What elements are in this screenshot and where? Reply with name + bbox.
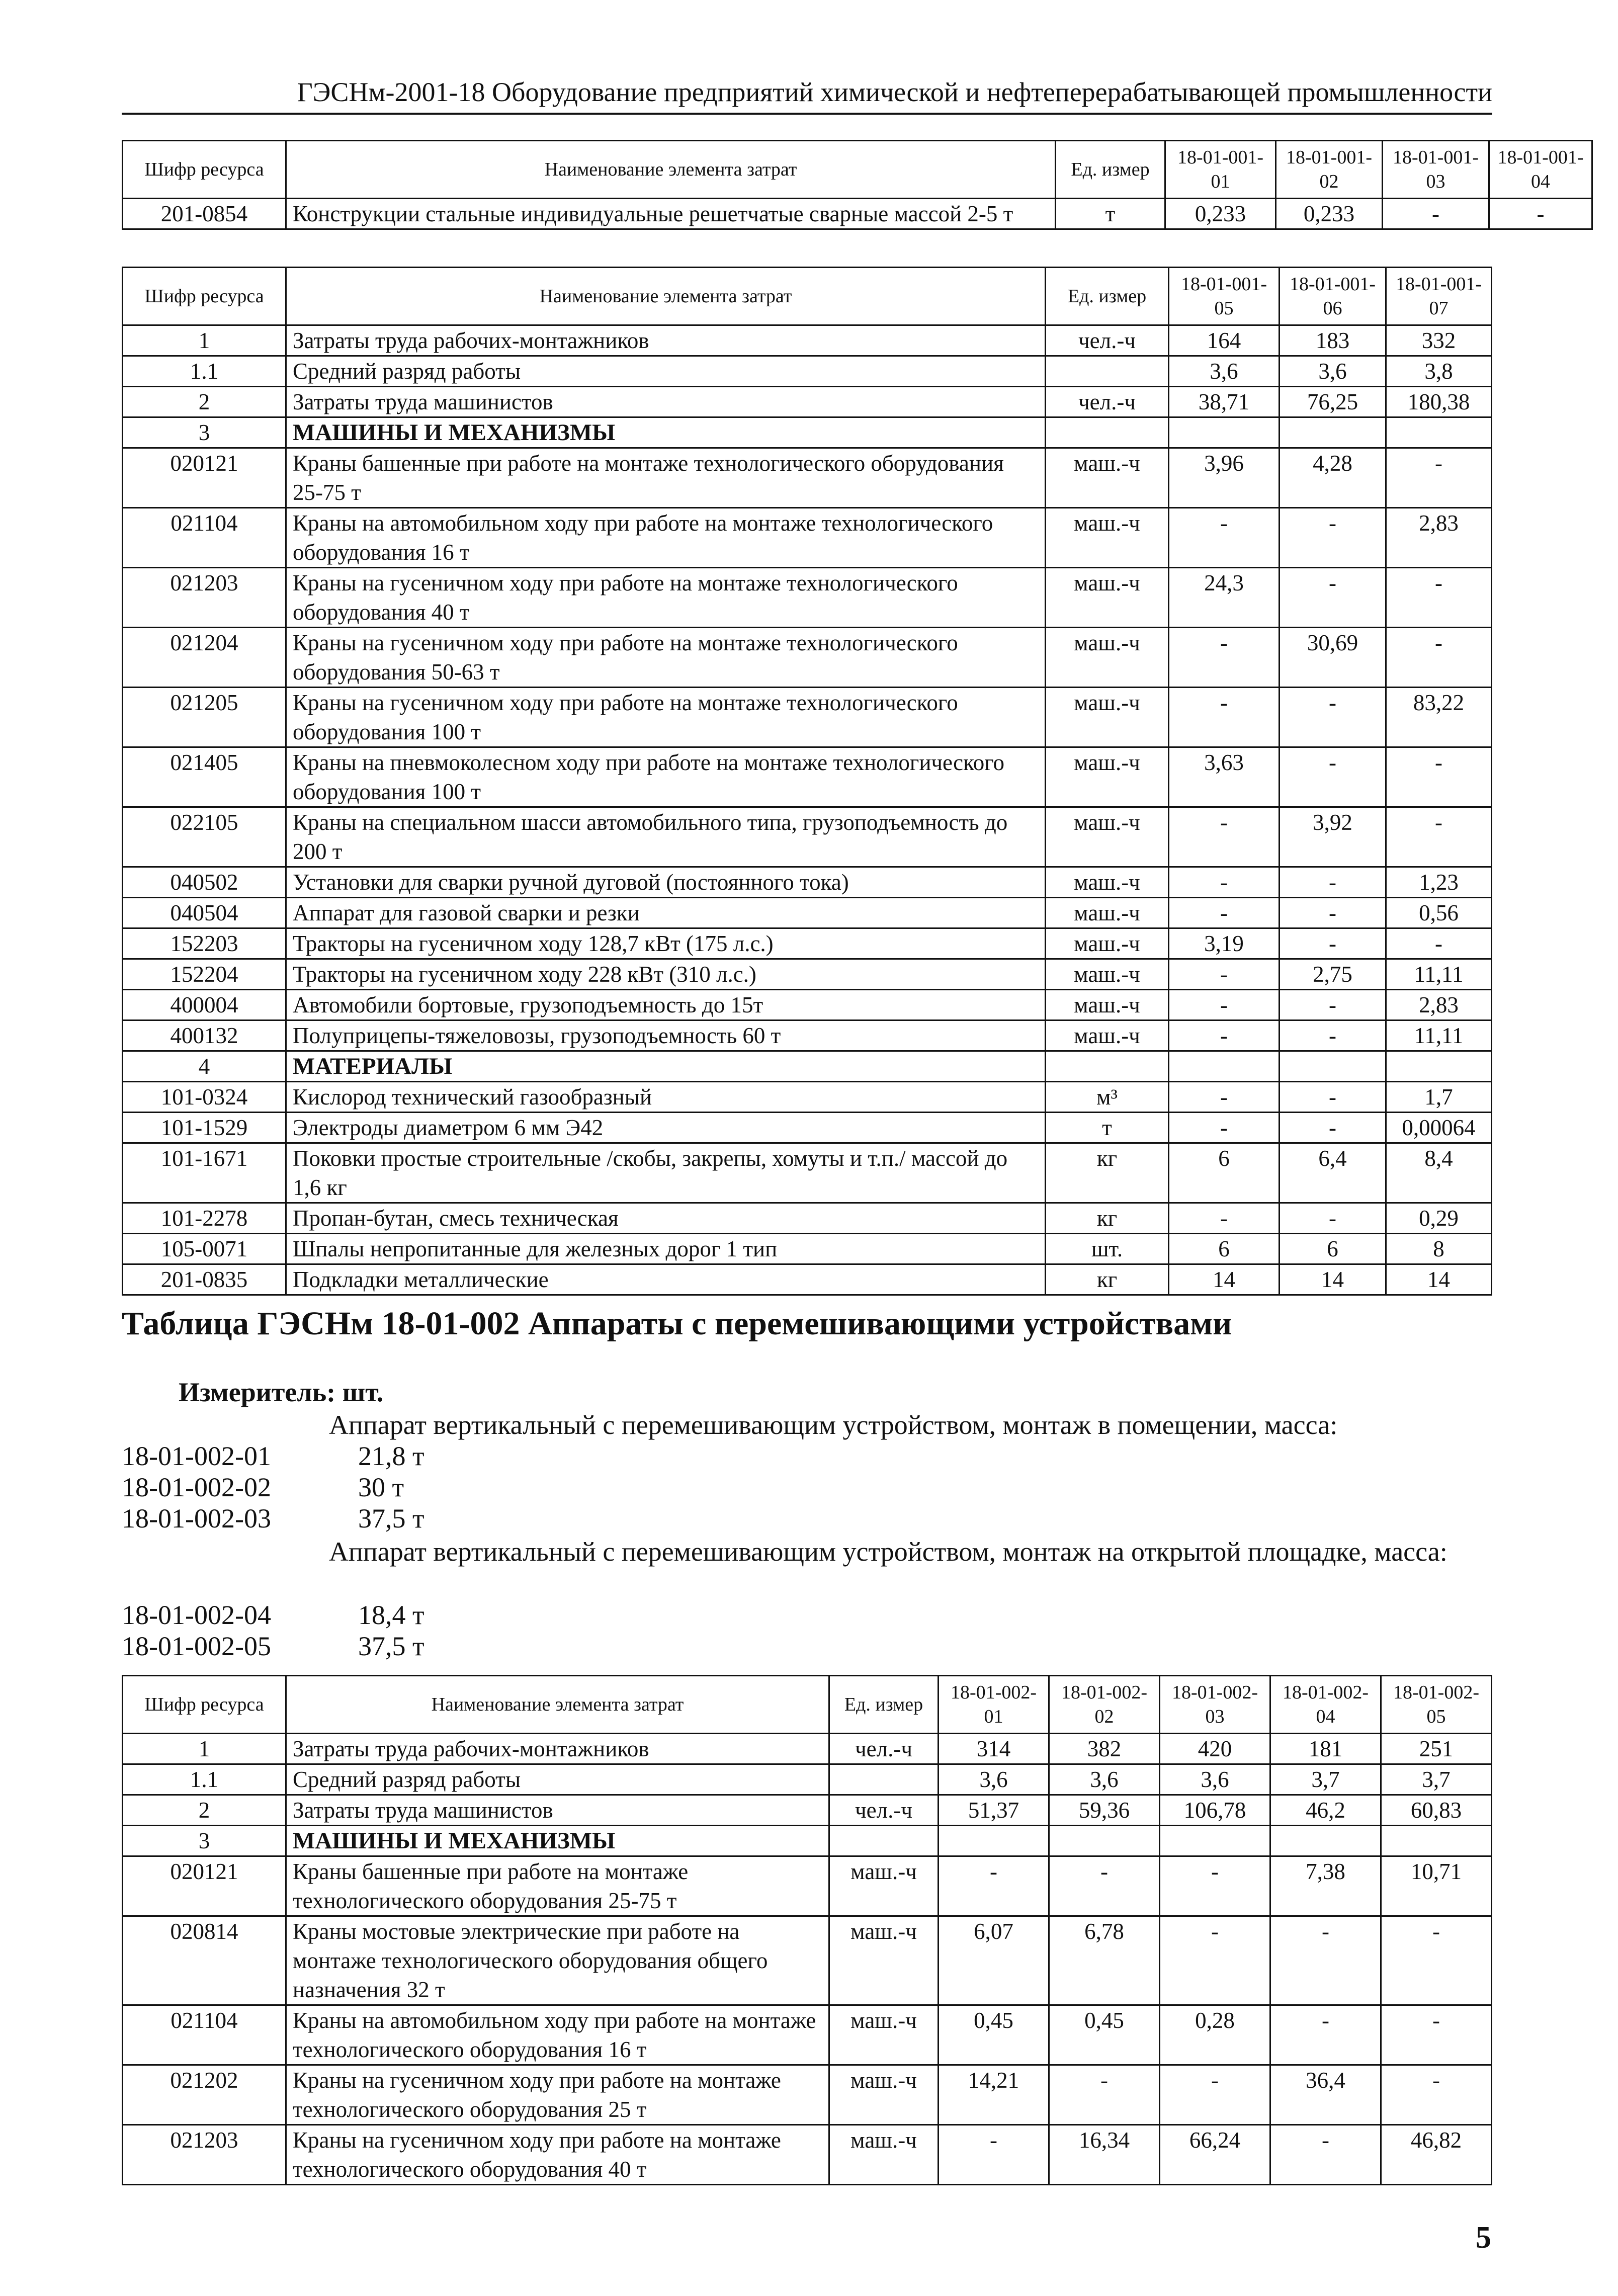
table-row: [123, 959, 1492, 990]
unit-cell: маш.-ч: [1046, 807, 1169, 867]
value-cell: -: [1280, 990, 1386, 1021]
table-row: [123, 807, 1492, 867]
resource-code: 3: [123, 417, 286, 448]
value-cell: 164: [1169, 325, 1280, 356]
value-cell: 3,8: [1386, 356, 1492, 387]
value-cell: 11,11: [1386, 1021, 1492, 1051]
value-cell: 16,34: [1049, 2125, 1160, 2185]
resource-name: Подкладки металлические: [286, 1264, 1046, 1295]
table-row: [123, 867, 1492, 898]
resource-code: 021203: [123, 568, 286, 628]
column-header: Наименование элемента затрат: [286, 1676, 829, 1734]
resource-code: 021204: [123, 628, 286, 688]
value-cell: -: [1270, 2125, 1381, 2185]
resource-code: 3: [123, 1826, 286, 1856]
table-row: [123, 1916, 1492, 2005]
column-header: Шифр ресурса: [123, 141, 286, 199]
value-cell: 0,56: [1386, 898, 1492, 928]
group-description: Аппарат вертикальный с перемешивающим устройством, монтаж на открытой площадке, масса:: [329, 1537, 1447, 1567]
value-cell: -: [1280, 747, 1386, 807]
unit-cell: кг: [1046, 1143, 1169, 1203]
resource-code: 020121: [123, 1856, 286, 1916]
table-row: [123, 1143, 1492, 1203]
unit-cell: маш.-ч: [1046, 867, 1169, 898]
value-cell: 8,4: [1386, 1143, 1492, 1203]
resource-name: Полуприцепы-тяжеловозы, грузоподъемность 60 т: [286, 1021, 1046, 1051]
unit-cell: маш.-ч: [1046, 508, 1169, 568]
resource-name: Пропан-бутан, смесь техническая: [286, 1203, 1046, 1234]
value-cell: 1,7: [1386, 1082, 1492, 1113]
value-cell: 6: [1280, 1234, 1386, 1264]
value-cell: 36,4: [1270, 2065, 1381, 2125]
norm-mass: 21,8 т: [358, 1441, 424, 1471]
unit-cell: м³: [1046, 1082, 1169, 1113]
value-cell: -: [1386, 928, 1492, 959]
resource-code: 201-0854: [123, 199, 286, 229]
value-cell: 420: [1160, 1734, 1270, 1764]
resource-code: 040504: [123, 898, 286, 928]
section-row: [123, 1051, 1492, 1082]
norm-mass: 18,4 т: [358, 1600, 424, 1630]
column-header: Наименование элемента затрат: [286, 141, 1056, 199]
table-row: [123, 199, 1592, 229]
value-cell: -: [1169, 990, 1280, 1021]
value-cell: -: [1169, 1021, 1280, 1051]
norm-code: 18-01-002-02: [122, 1472, 271, 1502]
value-cell: 180,38: [1386, 387, 1492, 417]
resource-name: Средний разряд работы: [286, 1764, 829, 1795]
unit-cell: маш.-ч: [1046, 959, 1169, 990]
unit-cell: маш.-ч: [829, 1856, 939, 1916]
resource-code: 4: [123, 1051, 286, 1082]
value-cell: [1169, 1051, 1280, 1082]
value-cell: 314: [939, 1734, 1049, 1764]
unit-cell: маш.-ч: [1046, 688, 1169, 747]
value-cell: 3,7: [1270, 1764, 1381, 1795]
value-cell: 8: [1386, 1234, 1492, 1264]
value-cell: [1160, 1826, 1270, 1856]
table-title: Таблица ГЭСНм 18-01-002 Аппараты с перемешивающими устройствами: [122, 1305, 1232, 1342]
value-cell: 3,92: [1280, 807, 1386, 867]
resource-name: Аппарат для газовой сварки и резки: [286, 898, 1046, 928]
resource-code: 101-0324: [123, 1082, 286, 1113]
value-cell: -: [1386, 628, 1492, 688]
table-row: [123, 1264, 1492, 1295]
resource-code: 021202: [123, 2065, 286, 2125]
resource-code: 152203: [123, 928, 286, 959]
value-cell: -: [1169, 628, 1280, 688]
norm-code: 18-01-002-01: [122, 1441, 271, 1471]
value-cell: -: [1169, 1082, 1280, 1113]
norm-mass: 30 т: [358, 1472, 404, 1502]
group-description: Аппарат вертикальный с перемешивающим устройством, монтаж в помещении, масса:: [329, 1410, 1338, 1440]
table-row: [123, 688, 1492, 747]
value-cell: -: [1280, 1021, 1386, 1051]
value-cell: 0,45: [939, 2005, 1049, 2065]
table-row: [123, 1021, 1492, 1051]
column-header: Шифр ресурса: [123, 268, 286, 325]
value-cell: -: [1386, 747, 1492, 807]
value-cell: 14: [1280, 1264, 1386, 1295]
value-cell: 46,2: [1270, 1795, 1381, 1826]
value-cell: [1386, 1051, 1492, 1082]
value-cell: [1280, 417, 1386, 448]
resource-code: 101-1671: [123, 1143, 286, 1203]
column-header: Ед. измер: [1046, 268, 1169, 325]
value-cell: 0,45: [1049, 2005, 1160, 2065]
unit-cell: чел.-ч: [1046, 325, 1169, 356]
norm-mass: 37,5 т: [358, 1503, 424, 1534]
resource-name: Краны на автомобильном ходу при работе на монтаже технологического оборудования 16 т: [286, 2005, 829, 2065]
column-header: 18-01-001-05: [1169, 268, 1280, 325]
unit-cell: т: [1056, 199, 1165, 229]
value-cell: -: [1270, 1916, 1381, 2005]
resource-name: МАШИНЫ И МЕХАНИЗМЫ: [286, 417, 1046, 448]
value-cell: -: [1160, 1856, 1270, 1916]
table-row: [123, 448, 1492, 508]
value-cell: 6: [1169, 1234, 1280, 1264]
column-header: 18-01-001-06: [1280, 268, 1386, 325]
value-cell: -: [1049, 2065, 1160, 2125]
value-cell: 0,29: [1386, 1203, 1492, 1234]
norm-code: 18-01-002-05: [122, 1631, 271, 1661]
section-row: [123, 1826, 1492, 1856]
table-row: [123, 1856, 1492, 1916]
value-cell: -: [1169, 1113, 1280, 1143]
value-cell: [1169, 417, 1280, 448]
resource-name: Краны на специальном шасси автомобильного типа, грузоподъемность до 200 т: [286, 807, 1046, 867]
unit-cell: кг: [1046, 1264, 1169, 1295]
value-cell: 3,7: [1381, 1764, 1492, 1795]
resource-name: Затраты труда машинистов: [286, 1795, 829, 1826]
unit-cell: маш.-ч: [1046, 628, 1169, 688]
resource-code: 021203: [123, 2125, 286, 2185]
resource-name: Краны на гусеничном ходу при работе на монтаже технологического оборудования 50-63 т: [286, 628, 1046, 688]
value-cell: -: [1280, 688, 1386, 747]
resource-name: Краны на гусеничном ходу при работе на монтаже технологического оборудования 40 т: [286, 2125, 829, 2185]
value-cell: -: [1381, 2005, 1492, 2065]
value-cell: -: [1381, 1916, 1492, 2005]
table-row: [123, 1234, 1492, 1264]
value-cell: 4,28: [1280, 448, 1386, 508]
value-cell: -: [939, 2125, 1049, 2185]
value-cell: 0,28: [1160, 2005, 1270, 2065]
table-row: [123, 1203, 1492, 1234]
unit-cell: т: [1046, 1113, 1169, 1143]
resource-code: 022105: [123, 807, 286, 867]
value-cell: -: [1386, 448, 1492, 508]
resource-name: Краны на гусеничном ходу при работе на монтаже технологического оборудования 100 т: [286, 688, 1046, 747]
value-cell: 51,37: [939, 1795, 1049, 1826]
resource-name: Краны башенные при работе на монтаже технологического оборудования 25-75 т: [286, 1856, 829, 1916]
table-row: [123, 2065, 1492, 2125]
column-header: 18-01-001-04: [1489, 141, 1592, 199]
resource-name: Краны на гусеничном ходу при работе на монтаже технологического оборудования 25 т: [286, 2065, 829, 2125]
value-cell: [1381, 1826, 1492, 1856]
norm-code: 18-01-002-04: [122, 1600, 271, 1630]
resource-name: Тракторы на гусеничном ходу 128,7 кВт (175 л.с.): [286, 928, 1046, 959]
table-row: [123, 568, 1492, 628]
value-cell: 6,4: [1280, 1143, 1386, 1203]
unit-cell: маш.-ч: [1046, 928, 1169, 959]
resource-name: Поковки простые строительные /скобы, закрепы, хомуты и т.п./ массой до 1,6 кг: [286, 1143, 1046, 1203]
value-cell: 2,75: [1280, 959, 1386, 990]
value-cell: 183: [1280, 325, 1386, 356]
value-cell: -: [1383, 199, 1489, 229]
resource-code: 1.1: [123, 1764, 286, 1795]
column-header: 18-01-002-05: [1381, 1676, 1492, 1734]
resource-name: Затраты труда рабочих-монтажников: [286, 325, 1046, 356]
value-cell: 60,83: [1381, 1795, 1492, 1826]
resource-code: 400004: [123, 990, 286, 1021]
value-cell: -: [1280, 898, 1386, 928]
table-row: [123, 508, 1492, 568]
value-cell: -: [1160, 2065, 1270, 2125]
resource-code: 2: [123, 387, 286, 417]
unit-cell: чел.-ч: [829, 1734, 939, 1764]
value-cell: 6,07: [939, 1916, 1049, 2005]
norm-mass: 37,5 т: [358, 1631, 424, 1661]
value-cell: 382: [1049, 1734, 1160, 1764]
meter-label: Измеритель: шт.: [179, 1377, 384, 1407]
value-cell: -: [1381, 2065, 1492, 2125]
table-row: [123, 1795, 1492, 1826]
resource-name: Краны на гусеничном ходу при работе на монтаже технологического оборудования 40 т: [286, 568, 1046, 628]
value-cell: -: [1386, 568, 1492, 628]
resource-code: 1.1: [123, 356, 286, 387]
resource-table-b: [122, 267, 1492, 1296]
value-cell: -: [1280, 568, 1386, 628]
value-cell: -: [1169, 807, 1280, 867]
value-cell: [1280, 1051, 1386, 1082]
resource-table-a: [122, 140, 1593, 230]
table-row: [123, 387, 1492, 417]
value-cell: 3,96: [1169, 448, 1280, 508]
column-header: Шифр ресурса: [123, 1676, 286, 1734]
value-cell: -: [1280, 1113, 1386, 1143]
resource-code: 021104: [123, 2005, 286, 2065]
resource-name: Электроды диаметром 6 мм Э42: [286, 1113, 1046, 1143]
value-cell: 0,233: [1276, 199, 1383, 229]
resource-name: Тракторы на гусеничном ходу 228 кВт (310 л.с.): [286, 959, 1046, 990]
value-cell: 11,11: [1386, 959, 1492, 990]
resource-code: 020121: [123, 448, 286, 508]
value-cell: 6: [1169, 1143, 1280, 1203]
table-row: [123, 1082, 1492, 1113]
value-cell: -: [1049, 1856, 1160, 1916]
column-header: 18-01-001-01: [1165, 141, 1276, 199]
table-row: [123, 898, 1492, 928]
resource-name: Шпалы непропитанные для железных дорог 1 тип: [286, 1234, 1046, 1264]
value-cell: 38,71: [1169, 387, 1280, 417]
header-rule: [122, 113, 1492, 115]
value-cell: 83,22: [1386, 688, 1492, 747]
column-header: Ед. измер: [829, 1676, 939, 1734]
unit-cell: [829, 1826, 939, 1856]
value-cell: 1,23: [1386, 867, 1492, 898]
resource-name: Затраты труда машинистов: [286, 387, 1046, 417]
value-cell: -: [1280, 928, 1386, 959]
unit-cell: кг: [1046, 1203, 1169, 1234]
unit-cell: маш.-ч: [829, 2065, 939, 2125]
resource-name: Установки для сварки ручной дуговой (постоянного тока): [286, 867, 1046, 898]
value-cell: 46,82: [1381, 2125, 1492, 2185]
resource-code: 101-1529: [123, 1113, 286, 1143]
value-cell: 6,78: [1049, 1916, 1160, 2005]
table-row: [123, 325, 1492, 356]
value-cell: 3,6: [939, 1764, 1049, 1795]
unit-cell: маш.-ч: [829, 2125, 939, 2185]
value-cell: 66,24: [1160, 2125, 1270, 2185]
value-cell: [1049, 1826, 1160, 1856]
column-header: 18-01-001-02: [1276, 141, 1383, 199]
table-row: [123, 928, 1492, 959]
value-cell: -: [1280, 1082, 1386, 1113]
column-header: Наименование элемента затрат: [286, 268, 1046, 325]
value-cell: 106,78: [1160, 1795, 1270, 1826]
value-cell: 3,6: [1169, 356, 1280, 387]
resource-code: 101-2278: [123, 1203, 286, 1234]
value-cell: 7,38: [1270, 1856, 1381, 1916]
unit-cell: маш.-ч: [1046, 990, 1169, 1021]
value-cell: -: [1386, 807, 1492, 867]
column-header: 18-01-002-02: [1049, 1676, 1160, 1734]
value-cell: 10,71: [1381, 1856, 1492, 1916]
value-cell: -: [1169, 898, 1280, 928]
norm-code: 18-01-002-03: [122, 1503, 271, 1534]
unit-cell: [1046, 356, 1169, 387]
resource-code: 020814: [123, 1916, 286, 2005]
resource-code: 1: [123, 325, 286, 356]
column-header: 18-01-002-03: [1160, 1676, 1270, 1734]
value-cell: 3,6: [1049, 1764, 1160, 1795]
resource-name: Краны на автомобильном ходу при работе на монтаже технологического оборудования 16 т: [286, 508, 1046, 568]
table-row: [123, 747, 1492, 807]
unit-cell: чел.-ч: [1046, 387, 1169, 417]
table-row: [123, 1734, 1492, 1764]
value-cell: 332: [1386, 325, 1492, 356]
resource-code: 105-0071: [123, 1234, 286, 1264]
value-cell: 3,6: [1160, 1764, 1270, 1795]
value-cell: 3,6: [1280, 356, 1386, 387]
value-cell: 2,83: [1386, 508, 1492, 568]
value-cell: 3,19: [1169, 928, 1280, 959]
column-header: 18-01-001-03: [1383, 141, 1489, 199]
table-row: [123, 2005, 1492, 2065]
column-header: 18-01-002-01: [939, 1676, 1049, 1734]
value-cell: -: [1160, 1916, 1270, 2005]
value-cell: -: [1169, 688, 1280, 747]
value-cell: -: [1280, 1203, 1386, 1234]
column-header: 18-01-002-04: [1270, 1676, 1381, 1734]
value-cell: 24,3: [1169, 568, 1280, 628]
value-cell: -: [1169, 1203, 1280, 1234]
unit-cell: шт.: [1046, 1234, 1169, 1264]
resource-name: Краны на пневмоколесном ходу при работе на монтаже технологического оборудования 100 т: [286, 747, 1046, 807]
resource-name: Конструкции стальные индивидуальные решетчатые сварные массой 2-5 т: [286, 199, 1056, 229]
value-cell: 0,233: [1165, 199, 1276, 229]
value-cell: -: [1169, 508, 1280, 568]
table-row: [123, 1764, 1492, 1795]
value-cell: -: [1169, 959, 1280, 990]
value-cell: -: [939, 1856, 1049, 1916]
unit-cell: маш.-ч: [1046, 898, 1169, 928]
unit-cell: маш.-ч: [1046, 448, 1169, 508]
resource-name: Затраты труда рабочих-монтажников: [286, 1734, 829, 1764]
value-cell: -: [1270, 2005, 1381, 2065]
value-cell: 3,63: [1169, 747, 1280, 807]
resource-code: 201-0835: [123, 1264, 286, 1295]
unit-cell: маш.-ч: [829, 1916, 939, 2005]
resource-code: 021104: [123, 508, 286, 568]
unit-cell: маш.-ч: [829, 2005, 939, 2065]
table-row: [123, 2125, 1492, 2185]
value-cell: 251: [1381, 1734, 1492, 1764]
table-row: [123, 1113, 1492, 1143]
resource-name: Автомобили бортовые, грузоподъемность до 15т: [286, 990, 1046, 1021]
value-cell: [1386, 417, 1492, 448]
unit-cell: [1046, 417, 1169, 448]
running-head: ГЭСНм-2001-18 Оборудование предприятий химической и нефтеперерабатывающей промышленности: [297, 77, 1492, 107]
resource-name: Средний разряд работы: [286, 356, 1046, 387]
resource-name: Краны мостовые электрические при работе на монтаже технологического оборудования общего назначения 32 т: [286, 1916, 829, 2005]
resource-name: МАТЕРИАЛЫ: [286, 1051, 1046, 1082]
value-cell: [1270, 1826, 1381, 1856]
column-header: 18-01-001-07: [1386, 268, 1492, 325]
value-cell: 76,25: [1280, 387, 1386, 417]
column-header: Ед. измер: [1056, 141, 1165, 199]
resource-code: 040502: [123, 867, 286, 898]
value-cell: -: [1280, 508, 1386, 568]
unit-cell: маш.-ч: [1046, 1021, 1169, 1051]
resource-name: Кислород технический газообразный: [286, 1082, 1046, 1113]
value-cell: [939, 1826, 1049, 1856]
resource-code: 2: [123, 1795, 286, 1826]
unit-cell: маш.-ч: [1046, 568, 1169, 628]
resource-code: 021205: [123, 688, 286, 747]
value-cell: 181: [1270, 1734, 1381, 1764]
resource-code: 021405: [123, 747, 286, 807]
unit-cell: [829, 1764, 939, 1795]
unit-cell: [1046, 1051, 1169, 1082]
value-cell: 59,36: [1049, 1795, 1160, 1826]
value-cell: 14: [1386, 1264, 1492, 1295]
value-cell: -: [1280, 867, 1386, 898]
page-number: 5: [1476, 2221, 1491, 2255]
unit-cell: чел.-ч: [829, 1795, 939, 1826]
value-cell: 14,21: [939, 2065, 1049, 2125]
value-cell: -: [1169, 867, 1280, 898]
unit-cell: маш.-ч: [1046, 747, 1169, 807]
resource-code: 400132: [123, 1021, 286, 1051]
value-cell: 0,00064: [1386, 1113, 1492, 1143]
value-cell: -: [1489, 199, 1592, 229]
value-cell: 14: [1169, 1264, 1280, 1295]
resource-code: 1: [123, 1734, 286, 1764]
resource-name: МАШИНЫ И МЕХАНИЗМЫ: [286, 1826, 829, 1856]
resource-name: Краны башенные при работе на монтаже технологического оборудования 25-75 т: [286, 448, 1046, 508]
resource-table-c: [122, 1675, 1492, 2185]
section-row: [123, 417, 1492, 448]
table-row: [123, 990, 1492, 1021]
table-row: [123, 628, 1492, 688]
table-row: [123, 356, 1492, 387]
value-cell: 2,83: [1386, 990, 1492, 1021]
resource-code: 152204: [123, 959, 286, 990]
value-cell: 30,69: [1280, 628, 1386, 688]
